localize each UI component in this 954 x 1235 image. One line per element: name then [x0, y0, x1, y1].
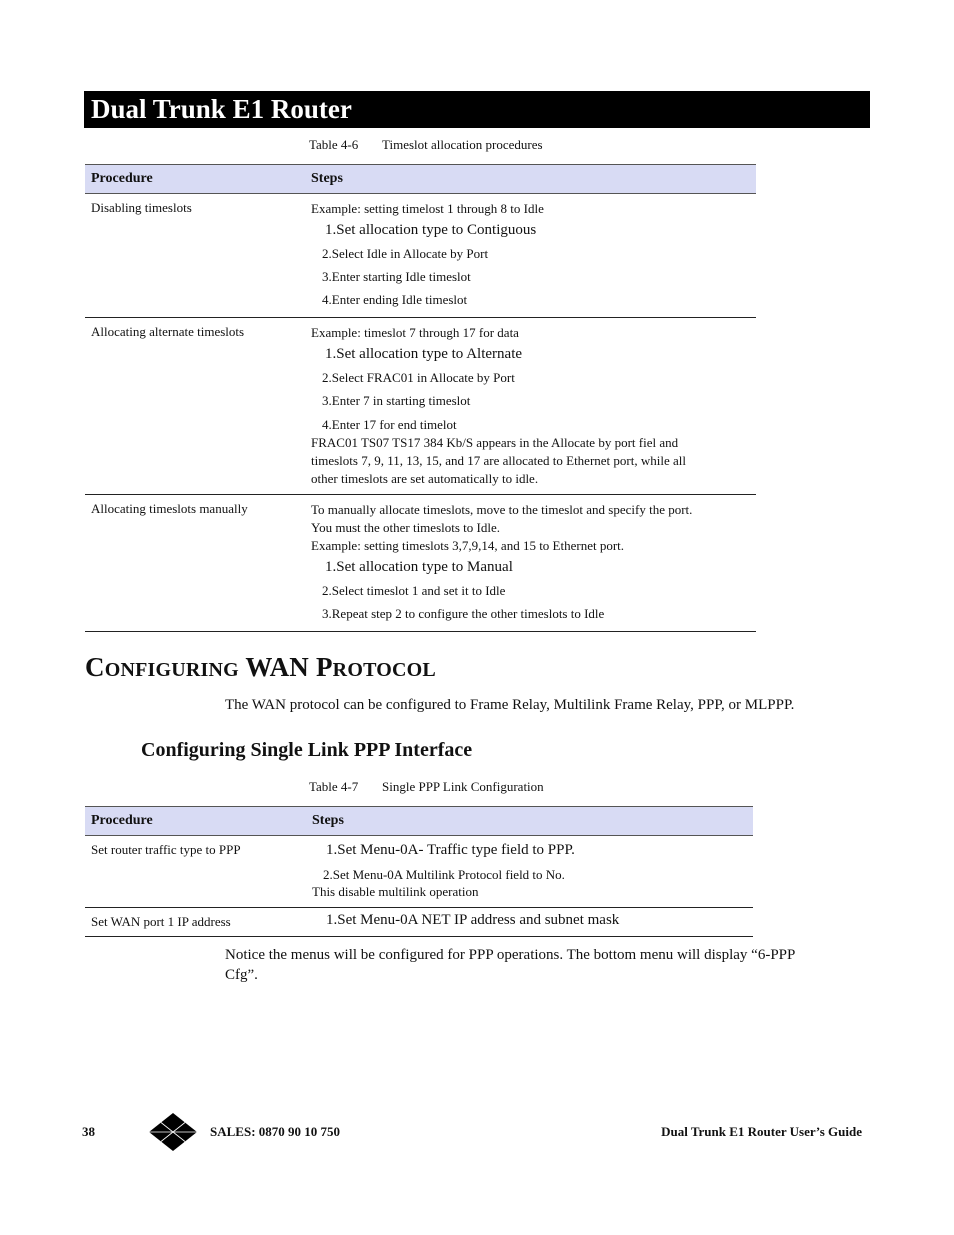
step-item: 1.Set allocation type to Alternate: [325, 346, 523, 362]
table2-caption: [309, 779, 544, 795]
sales-phone: SALES: 0870 90 10 750: [210, 1124, 341, 1139]
table-row: [85, 908, 753, 937]
column-header-steps: Steps: [305, 165, 756, 194]
step-intro: To manually allocate timeslots, move to the timeslot and specify the port.: [311, 502, 693, 517]
table-header-row: [85, 165, 756, 194]
step-note: other timeslots are set automatically to idle.: [311, 471, 539, 486]
step-item: 2.Select timeslot 1 and set it to Idle: [322, 583, 506, 598]
procedure-cell: Set WAN port 1 IP address: [85, 908, 306, 937]
notice-line: Cfg”.: [225, 967, 258, 983]
step-intro: Example: setting timeslots 3,7,9,14, and 15 to Ethernet port.: [311, 538, 625, 553]
step-item: 4.Enter 17 for end timelot: [322, 417, 457, 432]
notice-line: Notice the menus will be configured for PPP operations. The bottom menu will display “6-PPP: [225, 947, 796, 963]
steps-cell: [305, 318, 756, 495]
procedure-cell: Disabling timeslots: [85, 194, 305, 318]
ppp-link-table: [85, 806, 753, 937]
step-note: timeslots 7, 9, 11, 13, 15, and 17 are allocated to Ethernet port, while all: [311, 453, 686, 468]
heading-initial: C: [85, 652, 105, 682]
heading-word: WAN: [245, 652, 310, 682]
step-item: 1.Set Menu-0A- Traffic type field to PPP.: [326, 842, 575, 858]
subsection-heading: Configuring Single Link PPP Interface: [141, 739, 473, 761]
steps-cell: [306, 908, 753, 937]
page-number: 38: [82, 1124, 95, 1139]
table-row: [85, 836, 753, 908]
notice-paragraph: [225, 945, 795, 985]
procedure-cell: Allocating alternate timeslots: [85, 318, 305, 495]
step-intro: Example: setting timelost 1 through 8 to Idle: [311, 201, 544, 216]
step-item: 2.Set Menu-0A Multilink Protocol field to No.: [323, 867, 565, 882]
table2-caption-number: Table 4-7: [309, 779, 359, 794]
table-header-row: [85, 807, 753, 836]
heading-smallcaps: ONFIGURING: [104, 659, 239, 681]
section-intro-paragraph: The WAN protocol can be configured to Frame Relay, Multilink Frame Relay, PPP, or MLPPP.: [225, 697, 795, 713]
timeslot-allocation-table: [85, 164, 756, 632]
column-header-procedure: Procedure: [85, 165, 305, 194]
guide-title: Dual Trunk E1 Router User’s Guide: [661, 1124, 862, 1139]
procedure-cell: Set router traffic type to PPP: [85, 836, 306, 908]
steps-cell: [305, 495, 756, 632]
section-heading: [85, 652, 436, 683]
step-intro: Example: timeslot 7 through 17 for data: [311, 325, 519, 340]
table2-caption-text: Single PPP Link Configuration: [382, 779, 544, 794]
table-row: [85, 495, 756, 632]
procedure-cell: Allocating timeslots manually: [85, 495, 305, 632]
table-row: [85, 318, 756, 495]
table1-caption-number: Table 4-6: [309, 137, 359, 152]
step-item: 1.Set allocation type to Manual: [325, 559, 513, 575]
step-item: 3.Enter starting Idle timeslot: [322, 269, 471, 284]
steps-cell: [306, 836, 753, 908]
step-item: 2.Select Idle in Allocate by Port: [322, 246, 489, 261]
table-row: [85, 194, 756, 318]
column-header-procedure: Procedure: [85, 807, 306, 836]
step-note: FRAC01 TS07 TS17 384 Kb/S appears in the Allocate by port fiel and: [311, 435, 679, 450]
black-box-logo-icon: [148, 1112, 198, 1152]
step-item: 4.Enter ending Idle timeslot: [322, 292, 468, 307]
column-header-steps: Steps: [306, 807, 753, 836]
step-note: This disable multilink operation: [312, 884, 479, 899]
step-intro: You must the other timeslots to Idle.: [311, 520, 500, 535]
step-item: 3.Repeat step 2 to configure the other timeslots to Idle: [322, 606, 605, 621]
step-item: 1.Set allocation type to Contiguous: [325, 222, 537, 238]
table1-caption: [309, 137, 543, 153]
step-item: 2.Select FRAC01 in Allocate by Port: [322, 370, 515, 385]
page-header-title: Dual Trunk E1 Router: [84, 91, 870, 128]
steps-cell: [305, 194, 756, 318]
table1-caption-text: Timeslot allocation procedures: [382, 137, 543, 152]
heading-initial: P: [315, 652, 333, 682]
heading-smallcaps: ROTOCOL: [332, 659, 436, 681]
step-item: 1.Set Menu-0A NET IP address and subnet mask: [326, 912, 620, 928]
step-item: 3.Enter 7 in starting timeslot: [322, 393, 471, 408]
